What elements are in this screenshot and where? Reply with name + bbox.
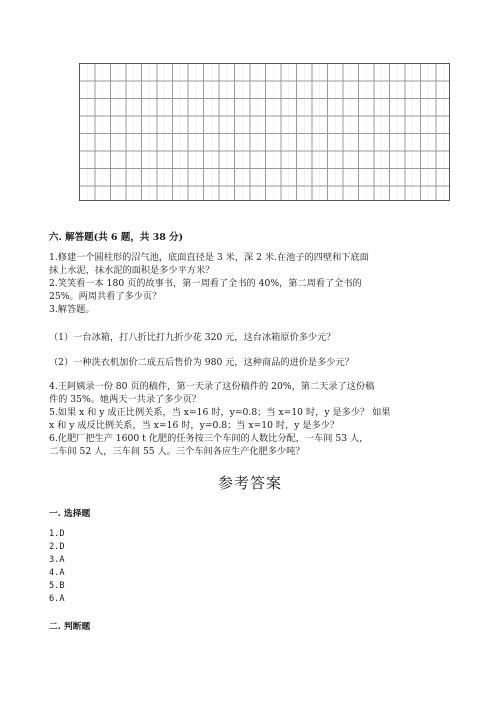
answer-section-2-heading: 二. 判断题 bbox=[49, 622, 91, 632]
answer-item: 4.A bbox=[49, 568, 65, 578]
question-1-line-2: 抹上水泥，抹水泥的面积是多少平方米？ bbox=[49, 265, 215, 276]
answer-item: 1.D bbox=[49, 529, 65, 539]
question-5-line-2: x 和 y 成反比例关系，当 x=16 时，y=0.8；当 x=10 时，y 是多少？ bbox=[49, 420, 340, 431]
answer-item: 2.D bbox=[49, 542, 65, 552]
answer-key-title: 参考答案 bbox=[217, 474, 282, 492]
question-2-line-1: 2.笑笑看一本 180 页的故事书，第一周看了全书的 40%，第二周看了全书的 bbox=[49, 278, 362, 289]
question-1-line-1: 1.修建一个圆柱形的沼气池，底面直径是 3 米，深 2 米.在池子的四壁和下底面 bbox=[49, 252, 369, 263]
answer-item: 6.A bbox=[49, 594, 65, 604]
question-6-line-1: 6.化肥厂把生产 1600 t 化肥的任务按三个车间的人数比分配，一车间 53 人， bbox=[49, 433, 369, 444]
question-2-line-2: 25%。两周共看了多少页？ bbox=[49, 291, 162, 302]
question-3-sub-2: （2）一种洗衣机加价二成五后售价为 980 元，这种商品的进价是多少元？ bbox=[49, 357, 354, 368]
answer-item: 3.A bbox=[49, 555, 65, 565]
writing-grid bbox=[79, 63, 450, 201]
question-5-line-1: 5.如果 x 和 y 成正比例关系，当 x=16 时，y=0.8；当 x=10 时，y 是多少？ 如果 bbox=[49, 407, 391, 418]
question-3: 3.解答题。 bbox=[49, 304, 95, 315]
question-3-sub-1: （1）一台冰箱，打八折比打九折少花 320 元，这台冰箱原价多少元？ bbox=[49, 332, 336, 343]
question-6-line-2: 二车间 52 人，三车间 55 人。三个车间各应生产化肥多少吨？ bbox=[49, 446, 305, 457]
section-heading: 六. 解答题(共 6 题，共 38 分) bbox=[49, 232, 184, 243]
answer-item: 5.B bbox=[49, 581, 65, 591]
question-4-line-2: 件的 35%。她两天一共录了多少页？ bbox=[49, 394, 201, 405]
question-4-line-1: 4.王阿姨录一份 80 页的稿件，第一天录了这份稿件的 20%，第二天录了这份稿 bbox=[49, 381, 375, 392]
answer-section-1-heading: 一. 选择题 bbox=[49, 509, 91, 519]
